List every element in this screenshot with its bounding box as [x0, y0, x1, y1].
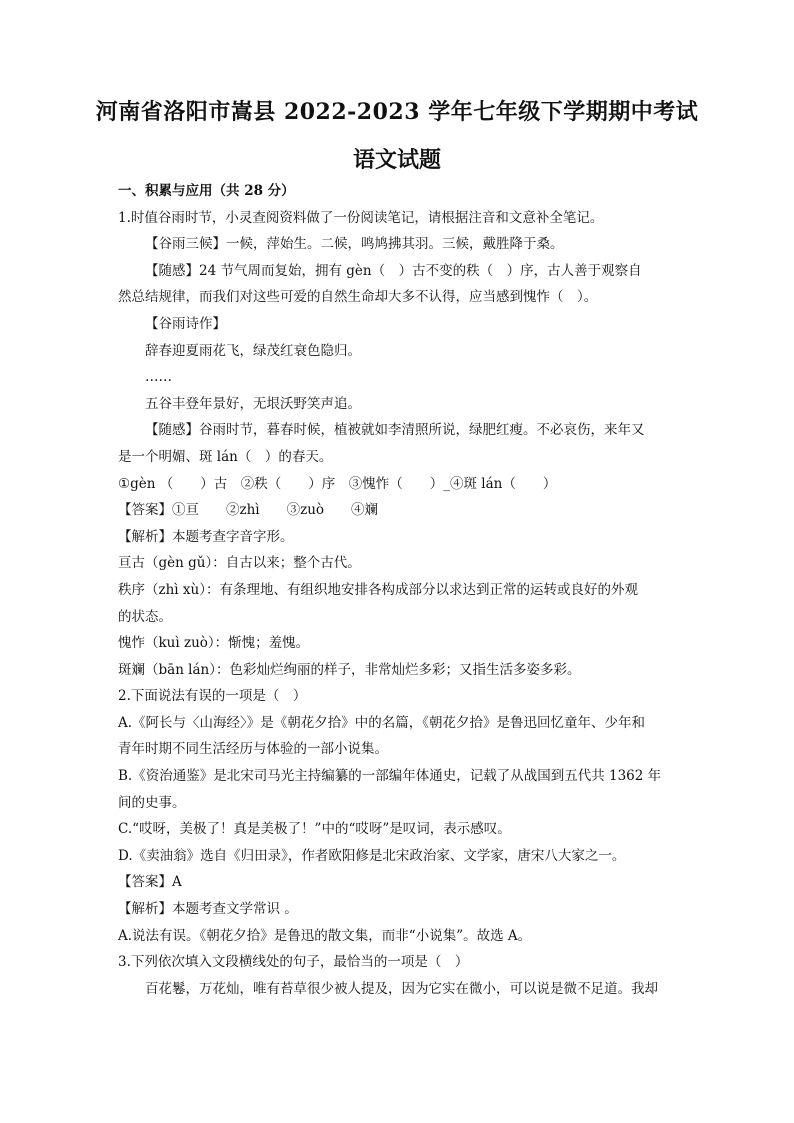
note-line: 【随感】24 节气周而复始，拥有 gèn（ ）古不变的秩（ ）序，古人善于观察自	[145, 262, 642, 279]
analysis-line: 【解析】本题考查文学常识 。	[118, 901, 298, 918]
answer-line: 【答案】A	[118, 874, 182, 891]
option-d: D.《卖油翁》选自《归田录》，作者欧阳修是北宋政治家、文学家，唐宋八大家之一。	[118, 847, 626, 864]
document-title: 河南省洛阳市嵩县 2022-2023 学年七年级下学期期中考试	[95, 99, 699, 125]
option-b: B.《资治通鉴》是北宋司马光主持编纂的一部编年体通史，记载了从战国到五代共 1362 年	[118, 768, 662, 785]
question-2: 2.下面说法有误的一项是（ ）	[118, 688, 307, 705]
poem-line: 辞春迎夏雨花飞，绿茂红衰色隐归。	[145, 342, 361, 359]
document-subtitle: 语文试题	[352, 147, 441, 173]
note-line: 【谷雨诗作】	[145, 315, 226, 332]
poem-line: ……	[145, 369, 172, 386]
analysis-line: 秩序（zhì xù）：有条理地、有组织地安排各构成部分以求达到正常的运转或良好的外观	[118, 581, 638, 598]
analysis-line: 斑斓（bān lán）：色彩灿烂绚丽的样子，非常灿烂多彩；又指生活多姿多彩。	[118, 661, 581, 678]
analysis-line: 的状态。	[118, 608, 172, 625]
question-3: 3.下列依次填入文段横线处的句子，最恰当的一项是（ ）	[118, 954, 469, 971]
option-b-cont: 间的史事。	[118, 794, 186, 811]
question-1: 1.时值谷雨时节，小灵查阅资料做了一份阅读笔记，请根据注音和文意补全笔记。	[118, 209, 604, 226]
note-line: 【谷雨三候】一候，萍始生。二候，鸣鸠拂其羽。三候，戴胜降于桑。	[145, 236, 564, 253]
analysis-line: 愧怍（kuì zuò）：惭愧；羞愧。	[118, 635, 310, 652]
poem-line: 五谷丰登年景好，无垠沃野笑声追。	[145, 395, 361, 412]
document-body	[118, 178, 678, 1002]
analysis-line: A.说法有误。《朝花夕拾》是鲁迅的散文集，而非“小说集”。故选 A。	[118, 927, 532, 944]
passage-line: 百花鬈，万花灿，唯有苔草很少被人提及，因为它实在微小，可以说是微不足道。我却	[145, 980, 658, 997]
note-line: 然总结规律，而我们对这些可爱的自然生命却大多不认得，应当感到愧怍（ ）。	[118, 289, 598, 306]
analysis-line: 【解析】本题考查字音字形。	[118, 528, 294, 545]
answer-line: 【答案】①亘 ②zhì ③zuò ④斓	[118, 502, 379, 519]
option-a: A.《阿长与〈山海经〉》是《朝花夕拾》中的名篇，《朝花夕拾》是鲁迅回忆童年、少年和	[118, 714, 646, 731]
option-a-cont: 青年时期不同生活经历与体验的一部小说集。	[118, 741, 388, 758]
option-c: C.“哎呀，美极了！真是美极了！”中的“哎呀”是叹词，表示感叹。	[118, 821, 511, 838]
blank-line: ①gèn （ ）古 ②秩（ ）序 ③愧怍（ ）_④斑 lán（ ）	[118, 475, 557, 492]
note-line: 是一个明媚、斑 lán（ ）的春天。	[118, 448, 333, 465]
note-line: 【随感】谷雨时节，暮春时候，植被就如李清照所说，绿肥红瘦。不必哀伤，来年又	[145, 422, 645, 439]
section-heading: 一、积累与应用（共 28 分）	[118, 183, 295, 199]
analysis-line: 亘古（gèn gǔ）：自古以来；整个古代。	[118, 555, 361, 572]
